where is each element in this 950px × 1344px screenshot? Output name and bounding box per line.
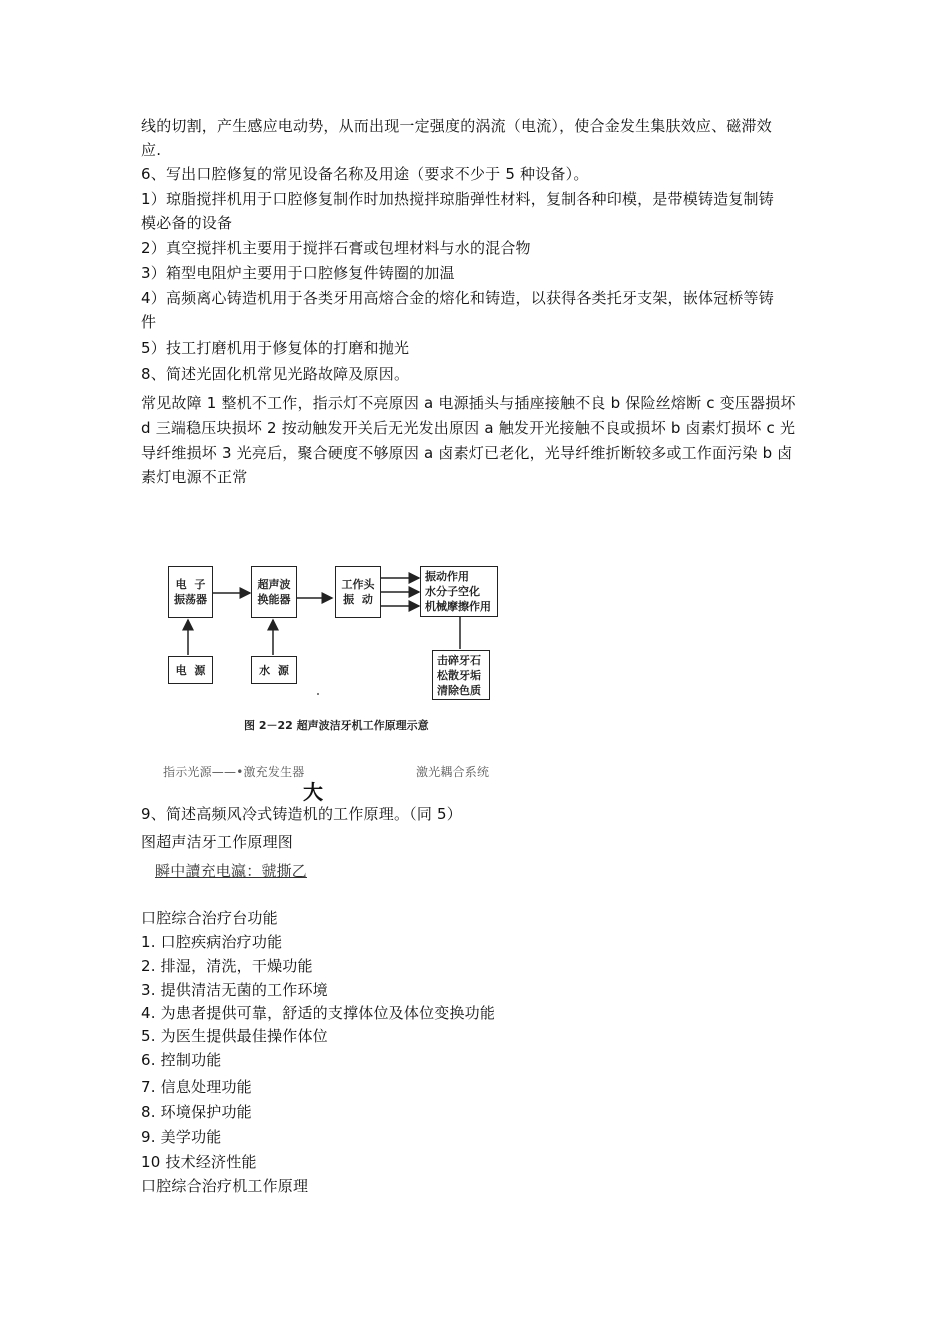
section-heading: 口腔综合治疗机工作原理 xyxy=(141,1177,309,1195)
answer-line: 件 xyxy=(141,313,157,331)
answer-line: d 三端稳压块损坏 2 按动触发开关后无光发出原因 a 触发开光接触不良或损坏 b 卤素灯损坏 c 光 xyxy=(141,419,796,437)
answer-line: 2）真空搅拌机主要用于搅拌石膏或包埋材料与水的混合物 xyxy=(141,239,531,257)
power-box xyxy=(168,656,213,684)
question-heading: 6、写出口腔修复的常见设备名称及用途（要求不少于 5 种设备）。 xyxy=(141,165,589,183)
answer-line: 模必备的设备 xyxy=(141,214,233,232)
list-item: 1. 口腔疾病治疗功能 xyxy=(141,933,283,951)
paragraph-line: 应. xyxy=(141,141,162,159)
diagram-caption: 图 2－22 超声波洁牙机工作原理示意 xyxy=(244,719,429,732)
answer-line: 5）技工打磨机用于修复体的打磨和抛光 xyxy=(141,339,410,357)
answer-line: 3）箱型电阻炉主要用于口腔修复件铸圈的加温 xyxy=(141,264,455,282)
oscillator-box xyxy=(168,566,213,618)
list-item: 9. 美学功能 xyxy=(141,1128,222,1146)
section-heading: 口腔综合治疗台功能 xyxy=(141,909,278,927)
results-label: 击碎牙石 松散牙垢 清除色质 xyxy=(437,653,481,697)
answer-line: 1）琼脂搅拌机用于口腔修复制作时加热搅拌琼脂弹性材料，复制各种印模，是带模铸造复制铸 xyxy=(141,190,774,208)
list-item: 10 技术经济性能 xyxy=(141,1153,257,1171)
list-item: 3. 提供清洁无菌的工作环境 xyxy=(141,981,328,999)
stray-glyph: 大 xyxy=(303,780,324,804)
list-item: 6. 控制功能 xyxy=(141,1051,222,1069)
list-item: 8. 环境保护功能 xyxy=(141,1103,252,1121)
list-item: 4. 为患者提供可靠，舒适的支撑体位及体位变换功能 xyxy=(141,1004,496,1022)
list-item: 5. 为医生提供最佳操作体位 xyxy=(141,1027,328,1045)
figure-title: 图超声洁牙工作原理图 xyxy=(141,833,294,851)
water-box xyxy=(251,656,297,684)
list-item: 7. 信息处理功能 xyxy=(141,1078,252,1096)
workhead-label: 工作头 振 动 xyxy=(341,578,375,606)
oscillator-label: 电 子 振荡器 xyxy=(174,578,207,606)
power-label: 电 源 xyxy=(175,663,206,677)
answer-line: 4）高频离心铸造机用于各类牙用高熔合金的熔化和铸造，以获得各类托牙支架，嵌体冠桥等铸 xyxy=(141,289,774,307)
water-label: 水 源 xyxy=(259,663,289,677)
transducer-box xyxy=(251,566,297,618)
transducer-label: 超声波 换能器 xyxy=(257,578,291,606)
answer-line: 导纤维损坏 3 光亮后，聚合硬度不够原因 a 卤素灯已老化，光导纤维折断较多或工作面污染 b 卤 xyxy=(141,444,793,462)
paragraph-line: 线的切割，产生感应电动势，从而出现一定强度的涡流（电流），使合金发生集肤效应、磁滞效 xyxy=(141,117,772,135)
fragment-left: 指示光源——•激充发生器 xyxy=(163,765,305,779)
workhead-box xyxy=(335,566,381,618)
answer-line: 常见故障 1 整机不工作，指示灯不亮原因 a 电源插头与插座接触不良 b 保险丝熔断 c 变压器损坏 xyxy=(141,394,796,412)
question-heading: 9、简述高频风冷式铸造机的工作原理。（同 5） xyxy=(141,805,462,823)
fragment-right: 激光耦合系统 xyxy=(416,765,490,779)
effects-box xyxy=(420,566,498,617)
effects-label: 振动作用 水分子空化 机械摩擦作用 xyxy=(425,570,491,613)
question-heading: 8、简述光固化机常见光路故障及原因。 xyxy=(141,365,410,383)
list-item: 2. 排湿，清洗，干燥功能 xyxy=(141,957,313,975)
answer-line: 素灯电源不正常 xyxy=(141,468,248,486)
scan-text: 瞬中讀充电瀛：虢撕乙 xyxy=(155,862,308,880)
results-box xyxy=(432,650,490,700)
